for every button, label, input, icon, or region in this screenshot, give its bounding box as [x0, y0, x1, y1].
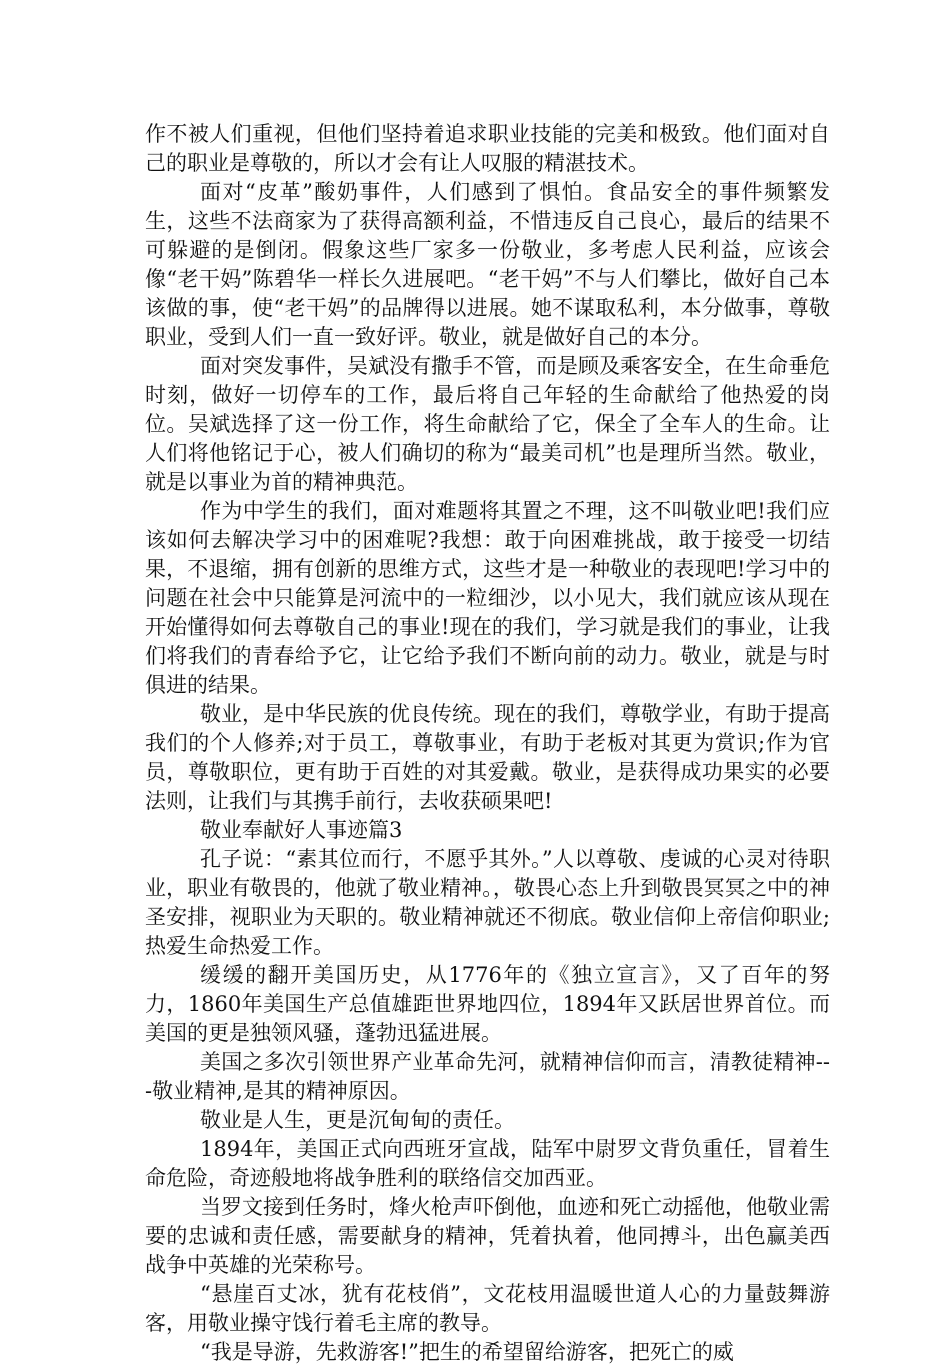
- paragraph-6: 孔子说：“素其位而行，不愿乎其外。”人以尊敬、虔诚的心灵对待职业，职业有敬畏的，他就了敬业精神。，敬畏心态上升到敬畏冥冥之中的神圣安排，视职业为天职的。敬业精神就还不彻底。敬业信仰上帝信仰职业;热爱生命热爱工作。: [145, 847, 830, 958]
- paragraph-7: 缓缓的翻开美国历史，从1776年的《独立宣言》，又了百年的努力，1860年美国生产总值雄距世界地四位，1894年又跃居世界首位。而美国的更是独领风骚，蓬勃迅猛进展。: [145, 963, 830, 1045]
- paragraph-2: 面对“皮革”酸奶事件，人们感到了惧怕。食品安全的事件频繁发生，这些不法商家为了获得高额利益，不惜违反自己良心，最后的结果不可躲避的是倒闭。假象这些厂家多一份敬业，多考虑人民利益，应该会像“老干妈”陈碧华一样长久进展吧。“老干妈”不与人们攀比，做好自己本该做的事，使“老干妈”的品牌得以进展。她不谋取私利，本分做事，尊敬职业，受到人们一直一致好评。敬业，就是做好自己的本分。: [145, 180, 830, 349]
- paragraph-13: “我是导游，先救游客!”把生的希望留给游客，把死亡的威: [200, 1340, 734, 1364]
- paragraph-9: 敬业是人生，更是沉甸甸的责任。: [200, 1108, 515, 1132]
- paragraph-11: 当罗文接到任务时，烽火枪声吓倒他，血迹和死亡动摇他，他敬业需要的忠诚和责任感，需要献身的精神，凭着执着，他同搏斗，出色赢美西战争中英雄的光荣称号。: [145, 1195, 830, 1277]
- paragraph-12: “悬崖百丈冰，犹有花枝俏”，文花枝用温暖世道人心的力量鼓舞游客，用敬业操守饯行着毛主席的教导。: [145, 1282, 830, 1335]
- paragraph-10: 1894年，美国正式向西班牙宣战，陆军中尉罗文背负重任，冒着生命危险，奇迹般地将战争胜利的联络信交加西亚。: [145, 1137, 830, 1190]
- section-heading: 敬业奉献好人事迹篇3: [200, 818, 403, 842]
- paragraph-1: 作不被人们重视，但他们坚持着追求职业技能的完美和极致。他们面对自己的职业是尊敬的，所以才会有让人叹服的精湛技术。: [145, 122, 830, 175]
- paragraph-5: 敬业，是中华民族的优良传统。现在的我们，尊敬学业，有助于提高我们的个人修养;对于员工，尊敬事业，有助于老板对其更为赏识;作为官员，尊敬职位，更有助于百姓的对其爱戴。敬业，是获得成功果实的必要法则，让我们与其携手前行，去收获硕果吧!: [145, 702, 830, 813]
- paragraph-3: 面对突发事件，吴斌没有撒手不管，而是顾及乘客安全，在生命垂危时刻，做好一切停车的工作，最后将自己年轻的生命献给了他热爱的岗位。吴斌选择了这一份工作，将生命献给了它，保全了全车人的生命。让人们将他铭记于心，被人们确切的称为“最美司机”也是理所当然。敬业，就是以事业为首的精神典范。: [145, 354, 830, 494]
- document-page: [145, 120, 830, 1367]
- paragraph-8: 美国之多次引领世界产业革命先河，就精神信仰而言，清教徒精神---敬业精神,是其的精神原因。: [145, 1050, 830, 1103]
- paragraph-4: 作为中学生的我们，面对难题将其置之不理，这不叫敬业吧!我们应该如何去解决学习中的困难呢?我想：敢于向困难挑战，敢于接受一切结果，不退缩，拥有创新的思维方式，这些才是一种敬业的表现吧!学习中的问题在社会中只能算是河流中的一粒细沙，以小见大，我们就应该从现在开始懂得如何去尊敬自己的事业!现在的我们，学习就是我们的事业，让我们将我们的青春给予它，让它给予我们不断向前的动力。敬业，就是与时俱进的结果。: [145, 499, 830, 697]
